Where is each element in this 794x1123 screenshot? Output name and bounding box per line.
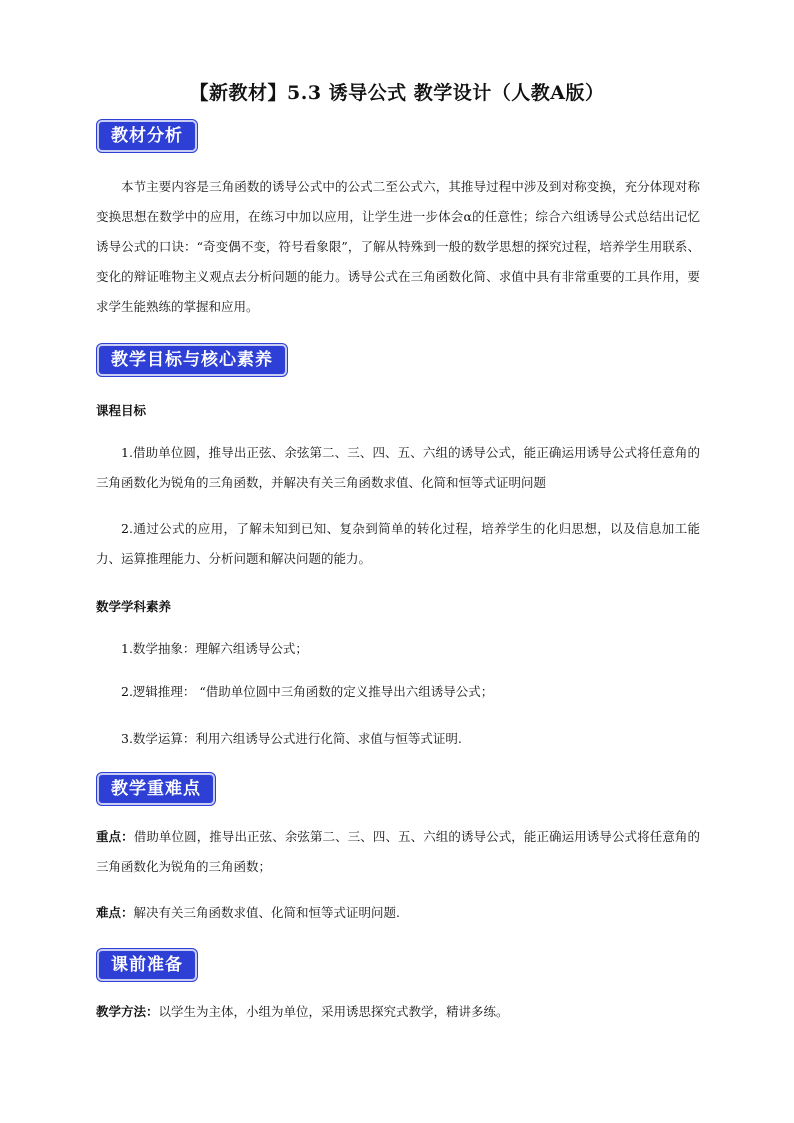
document-title: 【新教材】5.3 诱导公式 教学设计（人教A版） — [189, 82, 605, 104]
difficult-point-paragraph — [96, 898, 700, 928]
key-point-paragraph — [96, 822, 700, 882]
method-label: 教学方法： — [96, 1004, 159, 1019]
literacy-label: 数学学科素养 — [96, 599, 172, 614]
analysis-paragraph: 本节主要内容是三角函数的诱导公式中的公式二至公式六，其推导过程中涉及到对称变换，充分体现对称变换思想在数学中的应用，在练习中加以应用，让学生进一步体会α的任意性；综合六组诱导公式总结出记忆诱导公式的口诀：“奇变偶不变，符号看象限”，了解从特殊到一般的数学思想的探究过程，培养学生用联系、变化的辩证唯物主义观点去分析问题的能力。诱导公式在三角函数化简、求值中具有非常重要的工具作用，要求学生能熟练的掌握和应用。 — [96, 179, 700, 314]
literacy-item-2: 2.逻辑推理： “借助单位圆中三角函数的定义推导出六组诱导公式； — [121, 684, 494, 699]
literacy-item-3: 3.数学运算：利用六组诱导公式进行化简、求值与恒等式证明. — [121, 731, 462, 746]
difficult-point-text: 解决有关三角函数求值、化简和恒等式证明问题. — [133, 905, 400, 920]
key-point-text: 借助单位圆，推导出正弦、余弦第二、三、四、五、六组的诱导公式，能正确运用诱导公式将任意角的三角函数化为锐角的三角函数； — [96, 829, 700, 874]
course-goal-1: 1.借助单位圆，推导出正弦、余弦第二、三、四、五、六组的诱导公式，能正确运用诱导公式将任意角的三角函数化为锐角的三角函数，并解决有关三角函数求值、化简和恒等式证明问题 — [96, 445, 700, 490]
section-heading-prep: 课前准备 — [97, 949, 197, 981]
method-text: 以学生为主体，小组为单位，采用诱思探究式教学，精讲多练。 — [158, 1004, 509, 1019]
section-heading-analysis: 教材分析 — [97, 120, 197, 152]
difficult-point-label: 难点： — [96, 905, 134, 920]
course-goal-2: 2.通过公式的应用，了解未知到已知、复杂到简单的转化过程，培养学生的化归思想，以及信息加工能力、运算推理能力、分析问题和解决问题的能力。 — [96, 521, 700, 566]
course-goals-label: 课程目标 — [96, 403, 147, 418]
section-heading-goals: 教学目标与核心素养 — [97, 344, 287, 376]
section-heading-keypoints: 教学重难点 — [97, 773, 215, 805]
literacy-item-1: 1.数学抽象：理解六组诱导公式； — [121, 641, 308, 656]
key-point-label: 重点： — [96, 829, 134, 844]
method-paragraph — [96, 997, 700, 1027]
